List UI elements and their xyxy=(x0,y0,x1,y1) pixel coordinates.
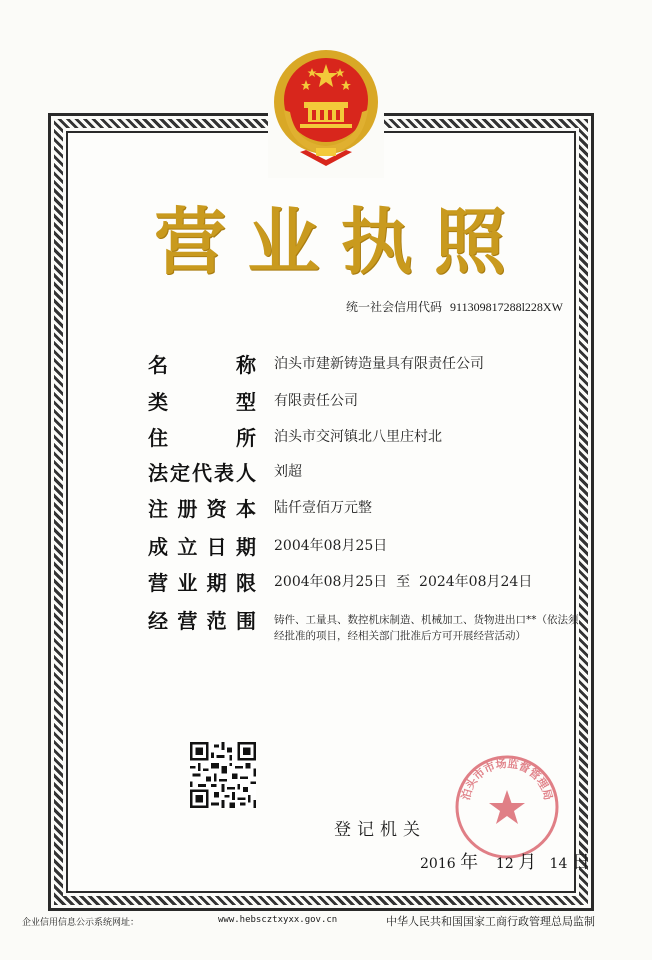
title-char: 照 xyxy=(433,200,506,284)
address-value: 泊头市交河镇北八里庄村北 xyxy=(274,429,442,445)
title-char: 业 xyxy=(247,200,320,284)
registration-authority: 登记机关 xyxy=(334,820,426,840)
business-term-value: 2004年08月25日 至 2024年08月24日 xyxy=(274,574,533,590)
svg-text:泊头市市场监督管理局: 泊头市市场监督管理局 xyxy=(459,757,555,802)
field-label: 营 业 期 限 xyxy=(148,570,256,595)
qr-code-icon[interactable] xyxy=(190,742,256,808)
field-term xyxy=(148,566,532,596)
legal-rep-value: 刘超 xyxy=(274,464,302,480)
field-label: 注 册 资 本 xyxy=(148,496,256,521)
issue-year: 2016 xyxy=(420,856,456,872)
issue-month: 12 xyxy=(495,856,514,872)
credit-code-label: 统一社会信用代码 xyxy=(346,300,443,314)
license-title xyxy=(150,190,510,282)
footer-issuer: 中华人民共和国国家工商行政管理总局监制 xyxy=(386,915,595,928)
field-label: 类 型 xyxy=(148,389,256,414)
official-seal-icon xyxy=(452,752,562,862)
field-label: 名 称 xyxy=(148,352,256,377)
field-label: 住 所 xyxy=(148,425,256,450)
established-date-value: 2004年08月25日 xyxy=(274,538,388,554)
footer-url[interactable]: www.hebscztxyxx.gov.cn xyxy=(218,915,338,925)
national-emblem-icon xyxy=(270,40,382,174)
field-established xyxy=(148,530,387,560)
field-label: 经 营 范 围 xyxy=(148,608,256,633)
field-capital xyxy=(148,492,372,522)
issue-day: 14 xyxy=(549,856,568,872)
company-name-value: 泊头市建新铸造量具有限责任公司 xyxy=(274,356,484,372)
field-label: 法 定 代 表 人 xyxy=(148,460,256,485)
issue-date: 2016 年 12 月 14 日 xyxy=(420,852,590,873)
credit-code xyxy=(346,298,563,315)
company-type-value: 有限责任公司 xyxy=(274,393,358,409)
credit-code-value: 911309817288l228XW xyxy=(450,300,563,314)
title-char: 营 xyxy=(153,200,226,284)
field-label: 成 立 日 期 xyxy=(148,534,256,559)
title-char: 执 xyxy=(340,200,413,284)
field-address xyxy=(148,421,442,451)
field-name xyxy=(148,348,484,378)
field-scope xyxy=(148,604,256,634)
business-scope-value: 铸件、工量具、数控机床制造、机械加工、货物进出口**（依法须经批准的项目，经相关部门批准后方可开展经营活动） xyxy=(274,614,579,642)
registered-capital-value: 陆仟壹佰万元整 xyxy=(274,500,372,516)
footer-site-label: 企业信用信息公示系统网址： xyxy=(22,918,140,928)
field-type xyxy=(148,385,358,415)
field-legal-rep xyxy=(148,456,302,486)
